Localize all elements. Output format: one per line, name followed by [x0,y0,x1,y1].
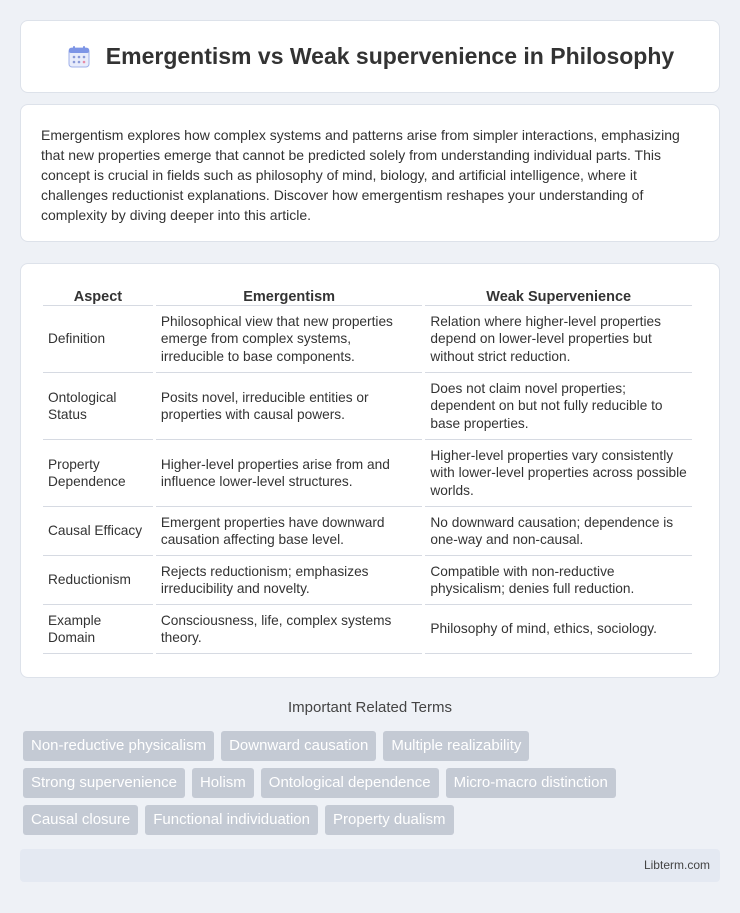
intro-card [20,104,720,242]
row-emergentism: Rejects reductionism; emphasizes irreducibility and novelty. [156,556,423,605]
table-row [43,373,692,440]
header-card [20,20,720,93]
row-aspect: Example Domain [43,605,153,654]
comparison-table [40,284,695,654]
tag-micro-macro-distinction[interactable]: Micro-macro distinction [446,768,616,798]
table-row [43,507,692,556]
row-weak-supervenience: Does not claim novel properties; dependent on but not fully reducible to base properties. [425,373,692,440]
tag-strong-supervenience[interactable]: Strong supervenience [23,768,185,798]
tag-non-reductive-physicalism[interactable]: Non-reductive physicalism [23,731,214,761]
tag-row [23,731,723,761]
row-aspect: Ontological Status [43,373,153,440]
row-weak-supervenience: No downward causation; dependence is one-way and non-causal. [425,507,692,556]
intro-text: Emergentism explores how complex systems and patterns arise from simpler interactions, emphasizing that new properties emerge that cannot be predicted solely from understanding individual parts. This concept is crucial in fields such as philosophy of mind, biology, and artificial intelligence, where it challenges reductionist explanations. Discover how emergentism reshapes your understanding of complexity by diving deeper into this article. [41,127,680,223]
row-emergentism: Emergent properties have downward causation affecting base level. [156,507,423,556]
page-title: Emergentism vs Weak supervenience in Philosophy [105,43,675,69]
row-weak-supervenience: Relation where higher-level properties depend on lower-level properties but without strict reduction. [425,306,692,373]
tag-functional-individuation[interactable]: Functional individuation [145,805,318,835]
calendar-grid-icon [66,44,92,70]
tag-multiple-realizability[interactable]: Multiple realizability [383,731,529,761]
tag-row [23,805,723,835]
header-weak-supervenience: Weak Supervenience [425,284,692,306]
row-emergentism: Consciousness, life, complex systems theory. [156,605,423,654]
tag-row [23,768,723,798]
row-emergentism: Philosophical view that new properties emerge from complex systems, irreducible to base components. [156,306,423,373]
table-row [43,605,692,654]
table-row [43,440,692,507]
related-terms-list [23,731,723,842]
row-aspect: Reductionism [43,556,153,605]
row-weak-supervenience: Philosophy of mind, ethics, sociology. [425,605,692,654]
tag-downward-causation[interactable]: Downward causation [221,731,376,761]
row-weak-supervenience: Compatible with non-reductive physicalism; denies full reduction. [425,556,692,605]
tag-ontological-dependence[interactable]: Ontological dependence [261,768,439,798]
header-aspect: Aspect [43,284,153,306]
comparison-table-card [20,263,720,678]
row-emergentism: Posits novel, irreducible entities or properties with causal powers. [156,373,423,440]
tag-property-dualism[interactable]: Property dualism [325,805,454,835]
row-weak-supervenience: Higher-level properties vary consistently with lower-level properties across possible worlds. [425,440,692,507]
tag-holism[interactable]: Holism [192,768,254,798]
table-header-row [43,284,692,306]
row-aspect: Causal Efficacy [43,507,153,556]
table-row [43,556,692,605]
related-terms-title: Important Related Terms [288,699,452,716]
row-emergentism: Higher-level properties arise from and influence lower-level structures. [156,440,423,507]
tag-causal-closure[interactable]: Causal closure [23,805,138,835]
header-emergentism: Emergentism [156,284,423,306]
footer [20,849,720,882]
table-row [43,306,692,373]
row-aspect: Definition [43,306,153,373]
footer-site-link[interactable]: Libterm.com [643,858,710,872]
row-aspect: Property Dependence [43,440,153,507]
